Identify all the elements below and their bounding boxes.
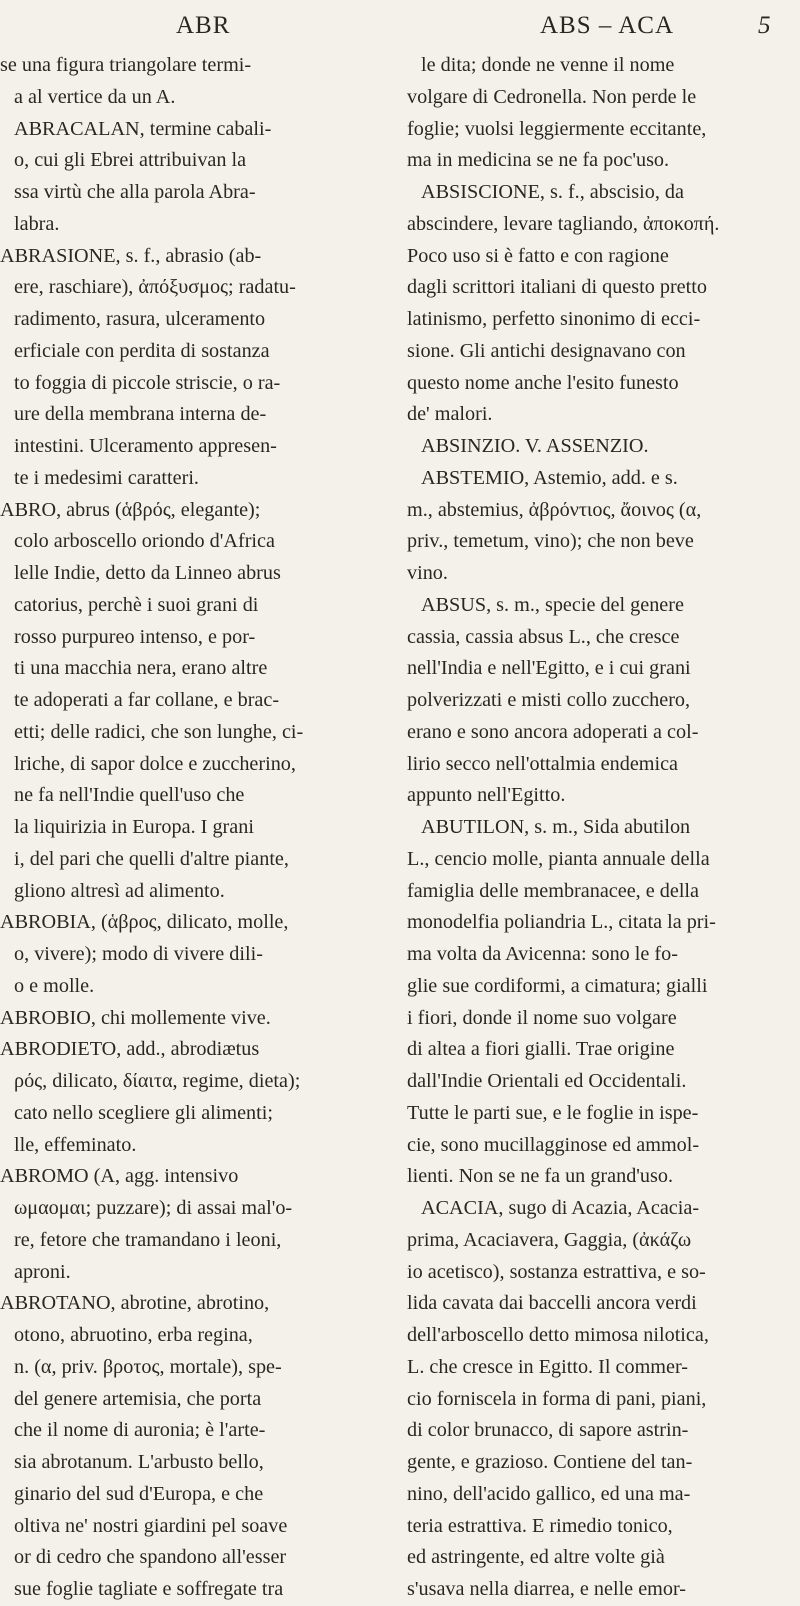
entry-line: questo nome anche l'esito funesto xyxy=(407,371,679,394)
entry-line: te i medesimi caratteri. xyxy=(14,466,199,489)
right-column xyxy=(407,50,790,1606)
header-middle: ABS – ACA xyxy=(540,12,675,39)
entry-line: se una figura triangolare termi- xyxy=(0,54,252,76)
entry-line: sione. Gli antichi designavano con xyxy=(407,339,686,362)
entry-line: ma volta da Avicenna: sono le fo- xyxy=(407,943,678,965)
entry-line: latinismo, perfetto sinonimo di ecci- xyxy=(407,308,701,330)
entry-line: lelle Indie, detto da Linneo abrus xyxy=(14,562,281,584)
entry-line: colo arboscello oriondo d'Africa xyxy=(14,530,275,553)
entry-line: ABROBIA, (ἁβρος, dilicato, molle, xyxy=(0,911,289,934)
dictionary-entry xyxy=(407,431,790,463)
entry-line: ti una macchia nera, erano altre xyxy=(14,657,268,680)
entry-line: i fiori, donde il nome suo volgare xyxy=(407,1006,677,1029)
entry-line: ABUTILON, s. m., Sida abutilon xyxy=(421,816,691,838)
entry-line: sia abrotanum. L'arbusto bello, xyxy=(14,1451,264,1473)
entry-line: ωμαομαι; puzzare); di assai mal'o- xyxy=(14,1197,293,1219)
entry-line: foglie; vuolsi leggiermente eccitante, xyxy=(407,117,707,140)
entry-line: lida cavata dai baccelli ancora verdi xyxy=(407,1292,697,1315)
entry-line: i, del pari che quelli d'altre piante, xyxy=(14,847,289,870)
entry-line: appunto nell'Egitto. xyxy=(407,784,566,807)
entry-line: ο, vivere); modo di vivere dili- xyxy=(14,943,263,965)
entry-line: erano e sono ancora adoperati a col- xyxy=(407,720,699,743)
entry-line: lle, effeminato. xyxy=(14,1133,137,1156)
entry-line: abscindere, levare tagliando, ἀποκοπή. xyxy=(407,212,720,235)
entry-line: ABSUS, s. m., specie del genere xyxy=(421,593,684,616)
entry-line: aproni. xyxy=(14,1260,71,1283)
entry-line: ne fa nell'Indie quell'uso che xyxy=(14,784,245,807)
dictionary-entry xyxy=(0,495,388,908)
dictionary-entry xyxy=(0,1003,388,1035)
entry-line: ginario del sud d'Europa, e che xyxy=(14,1482,264,1505)
entry-line: oltiva ne' nostri giardini pel soave xyxy=(14,1514,288,1537)
entry-line: la liquirizia in Europa. I grani xyxy=(14,816,254,838)
entry-line: cato nello scegliere gli alimenti; xyxy=(14,1101,273,1124)
entry-line: vino. xyxy=(407,562,448,584)
entry-line: ABROMO (A, agg. intensivo xyxy=(0,1165,239,1188)
entry-line: nell'India e nell'Egitto, e i cui grani xyxy=(407,657,691,680)
entry-line: re, fetore che tramandano i leoni, xyxy=(14,1228,282,1251)
entry-line: otono, abruotino, erba regina, xyxy=(14,1324,253,1346)
entry-line: io acetisco), sostanza estrattiva, e so- xyxy=(407,1260,706,1283)
entry-line: catorius, perchè i suoi grani di xyxy=(14,593,259,616)
entry-line: ere, raschiare), ἀπόξυσμος; radatu- xyxy=(14,276,296,299)
entry-line: lirio secco nell'ottalmia endemica xyxy=(407,752,679,775)
dictionary-entry xyxy=(0,907,388,1002)
entry-line: to foggia di piccole striscie, o ra- xyxy=(14,371,281,394)
dictionary-entry xyxy=(0,1034,388,1161)
entry-line: ABROTANO, abrotine, abrotino, xyxy=(0,1292,270,1315)
entry-line: de' malori. xyxy=(407,403,493,426)
dictionary-entry xyxy=(407,463,790,590)
entry-line: priv., temetum, vino); che non beve xyxy=(407,530,694,553)
entry-line: nino, dell'acido gallico, ed una ma- xyxy=(407,1482,691,1505)
entry-line: ABRODIETO, add., abrodiætus xyxy=(0,1038,260,1061)
entry-line: ABSINZIO. V. ASSENZIO. xyxy=(421,435,649,457)
entry-line: di altea a fiori gialli. Trae origine xyxy=(407,1038,675,1061)
entry-line: che il nome di auronia; è l'arte- xyxy=(14,1419,266,1442)
entry-line: m., abstemius, ἀβρόντιος, ἄοινος (α, xyxy=(407,498,702,521)
entry-line: Tutte le parti sue, e le foglie in ispe- xyxy=(407,1101,699,1124)
entry-line: del genere artemisia, che porta xyxy=(14,1387,262,1410)
entry-line: ABSISCIONE, s. f., abscisio, da xyxy=(421,181,684,203)
dictionary-entry xyxy=(0,241,388,495)
entry-line: ssa virtù che alla parola Abra- xyxy=(14,181,256,203)
entry-line: polverizzati e misti collo zucchero, xyxy=(407,689,691,711)
entry-line: ACACIA, sugo di Acazia, Acacia- xyxy=(421,1197,700,1219)
dictionary-entry xyxy=(0,1161,388,1288)
entry-line: ABRO, abrus (ἁβρός, elegante); xyxy=(0,498,261,521)
entry-line: radimento, rasura, ulceramento xyxy=(14,308,266,330)
entry-line: or di cedro che spandono all'esser xyxy=(14,1546,287,1569)
entry-line: L. che cresce in Egitto. Il commer- xyxy=(407,1355,688,1378)
entry-line: monodelfia poliandria L., citata la pri- xyxy=(407,911,716,934)
entry-line: gliono altresì ad alimento. xyxy=(14,879,225,902)
entry-line: dagli scrittori italiani di questo pretto xyxy=(407,276,707,299)
entry-line: lienti. Non se ne fa un grand'uso. xyxy=(407,1165,674,1188)
entry-line: ABRACALAN, termine cabali- xyxy=(14,117,272,140)
entry-line: lriche, di sapor dolce e zuccherino, xyxy=(14,752,296,775)
entry-line: sue foglie tagliate e soffregate tra xyxy=(14,1578,284,1600)
entry-line: gente, e grazioso. Contiene del tan- xyxy=(407,1451,693,1473)
running-header xyxy=(0,8,800,48)
entry-line: ed astringente, ed altre volte già xyxy=(407,1546,665,1569)
entry-line: o e molle. xyxy=(14,974,95,997)
entry-line: dell'arboscello detto mimosa nilotica, xyxy=(407,1324,709,1346)
entry-line: a al vertice da un A. xyxy=(14,85,176,108)
dictionary-entry xyxy=(407,50,790,177)
entry-line: famiglia delle membranacee, e della xyxy=(407,879,699,902)
page-number: 5 xyxy=(758,12,772,39)
entry-line: labra. xyxy=(14,212,60,235)
entry-line: intestini. Ulceramento appresen- xyxy=(14,435,277,457)
entry-line: ure della membrana interna de- xyxy=(14,403,267,426)
entry-line: cie, sono mucillagginose ed ammol- xyxy=(407,1133,700,1156)
dictionary-entry xyxy=(0,50,388,241)
dictionary-entry xyxy=(407,590,790,812)
header-left: ABR xyxy=(176,12,231,39)
entry-line: o, cui gli Ebrei attribuivan la xyxy=(14,149,247,172)
entry-line: di color brunacco, di sapore astrin- xyxy=(407,1419,689,1442)
entry-line: etti; delle radici, che son lunghe, ci- xyxy=(14,720,304,743)
entry-line: Poco uso si è fatto e con ragione xyxy=(407,244,669,267)
entry-line: dall'Indie Orientali ed Occidentali. xyxy=(407,1070,687,1092)
dictionary-entry xyxy=(407,1193,790,1606)
entry-line: ABROBIO, chi mollemente vive. xyxy=(0,1006,271,1029)
entry-line: teria estrattiva. E rimedio tonico, xyxy=(407,1514,673,1537)
entry-line: erficiale con perdita di sostanza xyxy=(14,339,270,362)
entry-line: ρός, dilicato, δίαιτα, regime, dieta); xyxy=(14,1070,301,1092)
entry-line: te adoperati a far collane, e brac- xyxy=(14,689,280,711)
entry-line: ma in medicina se ne fa poc'uso. xyxy=(407,149,670,172)
entry-line: cassia, cassia absus L., che cresce xyxy=(407,625,680,648)
left-column xyxy=(0,50,388,1606)
entry-line: n. (α, priv. βροτος, mortale), spe- xyxy=(14,1355,282,1378)
entry-line: volgare di Cedronella. Non perde le xyxy=(407,85,697,108)
entry-line: prima, Acaciavera, Gaggia, (ἀκάζω xyxy=(407,1228,692,1251)
entry-line: s'usava nella diarrea, e nelle emor- xyxy=(407,1578,686,1600)
entry-line: ABSTEMIO, Astemio, add. e s. xyxy=(421,466,678,489)
dictionary-entry xyxy=(407,177,790,431)
entry-line: cio forniscela in forma di pani, piani, xyxy=(407,1387,707,1410)
entry-line: rosso purpureo intenso, e por- xyxy=(14,625,256,648)
entry-line: L., cencio molle, pianta annuale della xyxy=(407,847,710,870)
dictionary-entry xyxy=(407,812,790,1193)
entry-line: ABRASIONE, s. f., abrasio (ab- xyxy=(0,244,262,267)
dictionary-entry xyxy=(0,1288,388,1606)
entry-line: glie sue cordiformi, a cimatura; gialli xyxy=(407,974,708,997)
entry-line: le dita; donde ne venne il nome xyxy=(421,54,675,76)
